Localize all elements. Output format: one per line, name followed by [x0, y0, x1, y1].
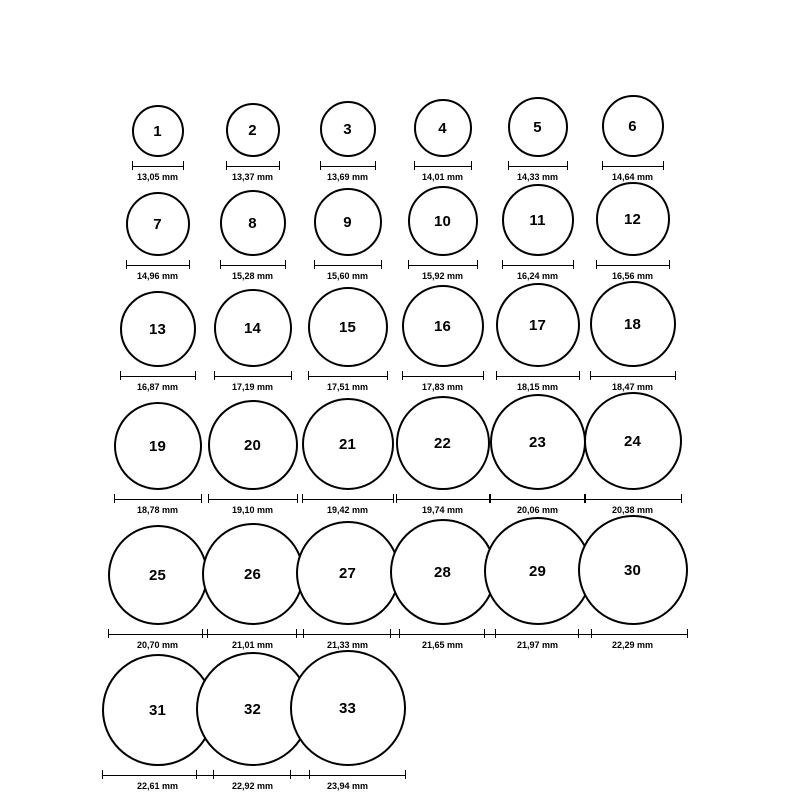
diameter-mm-label: 18,15 mm: [516, 382, 559, 392]
diameter-mm-label: 14,96 mm: [136, 271, 179, 281]
diameter-measure-line: [208, 494, 298, 503]
ring-size-number: 10: [433, 212, 452, 230]
diameter-mm-label: 19,74 mm: [421, 505, 464, 515]
diameter-measure-line: [602, 161, 664, 170]
diameter-measure-line: [596, 260, 670, 269]
ring-size-number: 13: [148, 320, 167, 338]
diameter-mm-label: 23,94 mm: [326, 781, 369, 791]
ring-size-number: 29: [528, 562, 547, 580]
ring-size-number: 5: [533, 118, 542, 136]
ring-size-number: 21: [338, 435, 357, 453]
diameter-mm-label: 16,56 mm: [611, 271, 654, 281]
diameter-measure-line: [126, 260, 190, 269]
ring-wrap: [126, 192, 190, 281]
ring-circle[interactable]: [226, 103, 280, 157]
ring-circle[interactable]: [396, 396, 490, 490]
ring-size-number: 18: [623, 315, 642, 333]
ring-size-number: 25: [148, 566, 167, 584]
ring-size-number: 12: [623, 210, 642, 228]
diameter-measure-line: [590, 371, 676, 380]
ring-wrap: [290, 650, 406, 791]
ring-size-row: [110, 95, 690, 182]
ring-size-cell[interactable]: [205, 652, 300, 791]
ring-size-cell[interactable]: [490, 394, 585, 515]
ring-circle[interactable]: [120, 291, 196, 367]
ring-size-number: 27: [338, 564, 357, 582]
diameter-mm-label: 19,10 mm: [231, 505, 274, 515]
ring-circle[interactable]: [602, 95, 664, 157]
ring-wrap: [308, 287, 388, 392]
diameter-measure-line: [220, 260, 286, 269]
diameter-mm-label: 17,19 mm: [231, 382, 274, 392]
ring-wrap: [202, 523, 304, 650]
diameter-measure-line: [390, 629, 496, 638]
ring-wrap: [208, 400, 298, 515]
ring-size-number: 20: [243, 436, 262, 454]
ring-circle[interactable]: [502, 184, 574, 256]
ring-size-cell[interactable]: [205, 289, 300, 392]
ring-size-row: [110, 182, 690, 281]
diameter-measure-line: [320, 161, 376, 170]
diameter-measure-line: [484, 629, 592, 638]
ring-wrap: [296, 521, 400, 650]
ring-size-number: 2: [248, 121, 257, 139]
diameter-mm-label: 20,70 mm: [136, 640, 179, 650]
diameter-measure-line: [214, 371, 292, 380]
ring-circle[interactable]: [108, 525, 208, 625]
ring-wrap: [132, 105, 184, 182]
ring-size-number: 33: [338, 699, 357, 717]
ring-size-number: 19: [148, 437, 167, 455]
ring-circle[interactable]: [314, 188, 382, 256]
ring-size-cell[interactable]: [300, 521, 395, 650]
ring-wrap: [108, 525, 208, 650]
ring-size-number: 28: [433, 563, 452, 581]
diameter-mm-label: 21,33 mm: [326, 640, 369, 650]
diameter-measure-line: [508, 161, 568, 170]
ring-size-row: [110, 392, 690, 515]
ring-size-cell[interactable]: [110, 402, 205, 515]
diameter-measure-line: [402, 371, 484, 380]
ring-wrap: [220, 190, 286, 281]
ring-wrap: [408, 186, 478, 281]
diameter-mm-label: 20,06 mm: [516, 505, 559, 515]
ring-size-number: 23: [528, 433, 547, 451]
ring-circle[interactable]: [484, 517, 592, 625]
ring-wrap: [490, 394, 586, 515]
ring-wrap: [390, 519, 496, 650]
ring-wrap: [484, 517, 592, 650]
ring-wrap: [314, 188, 382, 281]
ring-size-cell[interactable]: [205, 190, 300, 281]
ring-size-cell[interactable]: [585, 182, 680, 281]
ring-circle[interactable]: [408, 186, 478, 256]
diameter-mm-label: 21,01 mm: [231, 640, 274, 650]
ring-size-number: 31: [148, 701, 167, 719]
ring-circle[interactable]: [202, 523, 304, 625]
ring-size-number: 30: [623, 561, 642, 579]
ring-size-cell[interactable]: [205, 523, 300, 650]
diameter-mm-label: 21,97 mm: [516, 640, 559, 650]
ring-wrap: [396, 396, 490, 515]
ring-size-cell[interactable]: [110, 654, 205, 791]
diameter-mm-label: 15,60 mm: [326, 271, 369, 281]
diameter-measure-line: [396, 494, 490, 503]
ring-size-cell[interactable]: [490, 184, 585, 281]
diameter-mm-label: 22,29 mm: [611, 640, 654, 650]
ring-circle[interactable]: [308, 287, 388, 367]
diameter-measure-line: [496, 371, 580, 380]
ring-circle[interactable]: [302, 398, 394, 490]
diameter-mm-label: 16,87 mm: [136, 382, 179, 392]
ring-size-cell[interactable]: [395, 519, 490, 650]
diameter-measure-line: [308, 371, 388, 380]
diameter-mm-label: 13,05 mm: [136, 172, 179, 182]
ring-size-row: [110, 515, 690, 650]
diameter-measure-line: [408, 260, 478, 269]
diameter-mm-label: 13,69 mm: [326, 172, 369, 182]
diameter-mm-label: 18,78 mm: [136, 505, 179, 515]
diameter-measure-line: [314, 260, 382, 269]
ring-wrap: [120, 291, 196, 392]
diameter-mm-label: 16,24 mm: [516, 271, 559, 281]
ring-circle[interactable]: [220, 190, 286, 256]
ring-wrap: [502, 184, 574, 281]
ring-circle[interactable]: [390, 519, 496, 625]
ring-size-number: 24: [623, 432, 642, 450]
ring-circle[interactable]: [132, 105, 184, 157]
ring-circle[interactable]: [114, 402, 202, 490]
diameter-mm-label: 14,33 mm: [516, 172, 559, 182]
ring-circle[interactable]: [490, 394, 586, 490]
diameter-measure-line: [132, 161, 184, 170]
diameter-measure-line: [502, 260, 574, 269]
ring-size-cell[interactable]: [300, 398, 395, 515]
ring-size-cell[interactable]: [490, 283, 585, 392]
diameter-measure-line: [414, 161, 472, 170]
diameter-measure-line: [202, 629, 304, 638]
ring-wrap: [590, 281, 676, 392]
diameter-mm-label: 15,92 mm: [421, 271, 464, 281]
ring-size-cell[interactable]: [585, 392, 680, 515]
ring-size-row: [110, 650, 690, 791]
ring-wrap: [320, 101, 376, 182]
ring-circle[interactable]: [126, 192, 190, 256]
diameter-mm-label: 13,37 mm: [231, 172, 274, 182]
diameter-mm-label: 17,51 mm: [326, 382, 369, 392]
ring-size-cell[interactable]: [110, 105, 205, 182]
ring-circle[interactable]: [290, 650, 406, 766]
ring-size-cell[interactable]: [585, 95, 680, 182]
diameter-mm-label: 22,61 mm: [136, 781, 179, 791]
ring-circle[interactable]: [320, 101, 376, 157]
ring-size-cell[interactable]: [205, 103, 300, 182]
ring-circle[interactable]: [578, 515, 688, 625]
diameter-measure-line: [578, 629, 688, 638]
diameter-mm-label: 19,42 mm: [326, 505, 369, 515]
ring-wrap: [114, 402, 202, 515]
ring-size-cell[interactable]: [300, 188, 395, 281]
ring-size-cell[interactable]: [585, 515, 680, 650]
ring-size-number: 22: [433, 434, 452, 452]
ring-size-number: 6: [628, 117, 637, 135]
diameter-mm-label: 14,01 mm: [421, 172, 464, 182]
diameter-mm-label: 17,83 mm: [421, 382, 464, 392]
diameter-measure-line: [296, 629, 400, 638]
diameter-measure-line: [290, 770, 406, 779]
ring-wrap: [226, 103, 280, 182]
ring-wrap: [414, 99, 472, 182]
ring-circle[interactable]: [584, 392, 682, 490]
ring-size-number: 3: [343, 120, 352, 138]
ring-circle[interactable]: [296, 521, 400, 625]
diameter-mm-label: 22,92 mm: [231, 781, 274, 791]
ring-wrap: [214, 289, 292, 392]
diameter-mm-label: 20,38 mm: [611, 505, 654, 515]
ring-wrap: [578, 515, 688, 650]
ring-circle[interactable]: [496, 283, 580, 367]
ring-wrap: [496, 283, 580, 392]
ring-size-number: 7: [153, 215, 162, 233]
ring-circle[interactable]: [596, 182, 670, 256]
diameter-measure-line: [490, 494, 586, 503]
ring-circle[interactable]: [402, 285, 484, 367]
ring-size-number: 4: [438, 119, 447, 137]
ring-size-cell[interactable]: [395, 396, 490, 515]
ring-circle[interactable]: [208, 400, 298, 490]
diameter-measure-line: [584, 494, 682, 503]
ring-wrap: [596, 182, 670, 281]
ring-size-number: 8: [248, 214, 257, 232]
ring-size-cell[interactable]: [490, 517, 585, 650]
ring-circle[interactable]: [214, 289, 292, 367]
ring-size-cell[interactable]: [110, 525, 205, 650]
ring-size-cell[interactable]: [205, 400, 300, 515]
ring-size-number: 14: [243, 319, 262, 337]
ring-circle[interactable]: [414, 99, 472, 157]
ring-wrap: [302, 398, 394, 515]
ring-size-cell[interactable]: [395, 285, 490, 392]
ring-size-cell[interactable]: [110, 192, 205, 281]
diameter-measure-line: [108, 629, 208, 638]
diameter-mm-label: 18,47 mm: [611, 382, 654, 392]
diameter-mm-label: 14,64 mm: [611, 172, 654, 182]
ring-size-cell[interactable]: [395, 186, 490, 281]
diameter-measure-line: [114, 494, 202, 503]
ring-circle[interactable]: [508, 97, 568, 157]
ring-size-number: 9: [343, 213, 352, 231]
ring-size-cell[interactable]: [110, 291, 205, 392]
ring-wrap: [602, 95, 664, 182]
ring-size-number: 15: [338, 318, 357, 336]
diameter-mm-label: 21,65 mm: [421, 640, 464, 650]
ring-size-cell[interactable]: [300, 101, 395, 182]
ring-size-cell[interactable]: [395, 99, 490, 182]
ring-size-number: 26: [243, 565, 262, 583]
ring-size-cell[interactable]: [585, 281, 680, 392]
diameter-mm-label: 15,28 mm: [231, 271, 274, 281]
ring-size-cell[interactable]: [490, 97, 585, 182]
ring-size-number: 11: [529, 211, 546, 229]
ring-size-number: 1: [153, 122, 162, 140]
ring-size-number: 16: [433, 317, 452, 335]
ring-circle[interactable]: [590, 281, 676, 367]
ring-size-cell[interactable]: [300, 650, 395, 791]
diameter-measure-line: [120, 371, 196, 380]
ring-wrap: [508, 97, 568, 182]
diameter-measure-line: [226, 161, 280, 170]
ring-wrap: [584, 392, 682, 515]
ring-size-grid: [110, 95, 690, 791]
ring-size-number: 17: [528, 316, 547, 334]
diameter-measure-line: [302, 494, 394, 503]
ring-size-cell[interactable]: [300, 287, 395, 392]
ring-size-number: 32: [243, 700, 262, 718]
ring-wrap: [402, 285, 484, 392]
ring-size-row: [110, 281, 690, 392]
